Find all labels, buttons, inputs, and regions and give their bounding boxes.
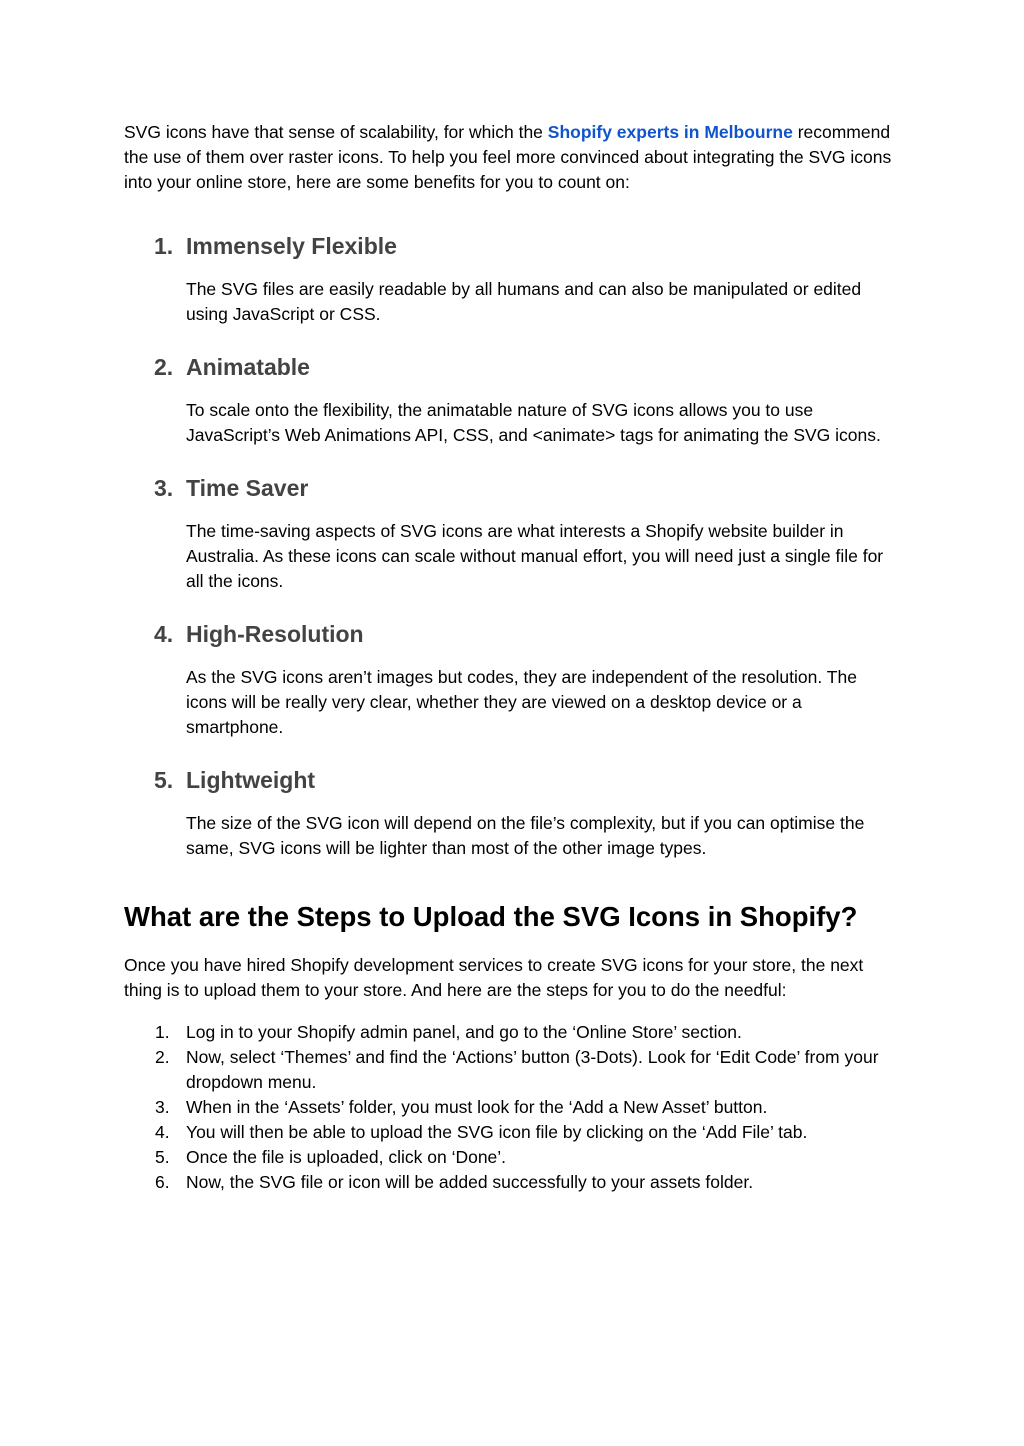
step-text: Once the file is uploaded, click on ‘Done’. bbox=[186, 1147, 507, 1167]
shopify-experts-link[interactable]: Shopify experts in Melbourne bbox=[547, 122, 793, 142]
document-page bbox=[124, 120, 900, 1195]
benefit-title: Time Saver bbox=[186, 475, 309, 501]
step-number: 4. bbox=[155, 1122, 170, 1142]
step-item bbox=[124, 1045, 900, 1095]
benefit-item bbox=[124, 473, 900, 594]
benefits-list bbox=[124, 231, 900, 861]
benefit-description: The size of the SVG icon will depend on the file’s complexity, but if you can optimise the same, SVG icons will be lighter than most of the other image types. bbox=[186, 813, 865, 858]
benefit-description: To scale onto the flexibility, the animatable nature of SVG icons allows you to use JavaScript’s Web Animations API, CSS, and <animate> tags for animating the SVG icons. bbox=[186, 400, 881, 445]
step-text: When in the ‘Assets’ folder, you must look for the ‘Add a New Asset’ button. bbox=[186, 1097, 768, 1117]
benefit-number: 4. bbox=[154, 621, 174, 647]
benefit-number: 5. bbox=[154, 767, 174, 793]
benefit-description: The time-saving aspects of SVG icons are what interests a Shopify website builder in Australia. As these icons can scale without manual effort, you will need just a single file for all the icons. bbox=[186, 521, 884, 591]
step-number: 3. bbox=[155, 1097, 170, 1117]
intro-text-before-link: SVG icons have that sense of scalability, for which the bbox=[124, 122, 548, 142]
steps-intro-paragraph: Once you have hired Shopify development services to create SVG icons for your store, the next thing is to upload them to your store. And here are the steps for you to do the needful: bbox=[124, 955, 864, 1000]
step-item bbox=[124, 1145, 900, 1170]
benefit-item bbox=[124, 231, 900, 327]
benefit-title: Lightweight bbox=[186, 767, 316, 793]
benefit-number: 3. bbox=[154, 475, 174, 501]
step-item bbox=[124, 1095, 900, 1120]
step-number: 5. bbox=[155, 1147, 170, 1167]
step-text: You will then be able to upload the SVG icon file by clicking on the ‘Add File’ tab. bbox=[186, 1122, 808, 1142]
step-number: 6. bbox=[155, 1172, 170, 1192]
benefit-description: The SVG files are easily readable by all humans and can also be manipulated or edited using JavaScript or CSS. bbox=[186, 279, 862, 324]
benefit-title: Immensely Flexible bbox=[186, 233, 397, 259]
benefit-item bbox=[124, 765, 900, 861]
step-text: Log in to your Shopify admin panel, and go to the ‘Online Store’ section. bbox=[186, 1022, 742, 1042]
step-number: 1. bbox=[155, 1022, 170, 1042]
steps-section-heading: What are the Steps to Upload the SVG Icons in Shopify? bbox=[124, 901, 858, 932]
step-item bbox=[124, 1170, 900, 1195]
benefit-title: High-Resolution bbox=[186, 621, 364, 647]
benefit-number: 1. bbox=[154, 233, 174, 259]
intro-paragraph bbox=[124, 120, 900, 195]
benefit-title: Animatable bbox=[186, 354, 310, 380]
intro-text-after-link: recommend the use of them over raster icons. To help you feel more convinced about integrating the SVG icons into your online store, here are some benefits for you to count on: bbox=[124, 122, 892, 192]
step-text: Now, select ‘Themes’ and find the ‘Actions’ button (3-Dots). Look for ‘Edit Code’ from your dropdown menu. bbox=[186, 1047, 879, 1092]
step-item bbox=[124, 1120, 900, 1145]
steps-list bbox=[124, 1020, 900, 1195]
benefit-description: As the SVG icons aren’t images but codes, they are independent of the resolution. The icons will be really very clear, whether they are viewed on a desktop device or a smartphone. bbox=[186, 667, 857, 737]
step-text: Now, the SVG file or icon will be added successfully to your assets folder. bbox=[186, 1172, 754, 1192]
step-item bbox=[124, 1020, 900, 1045]
step-number: 2. bbox=[155, 1047, 170, 1067]
benefit-item bbox=[124, 352, 900, 448]
benefit-number: 2. bbox=[154, 354, 174, 380]
benefit-item bbox=[124, 619, 900, 740]
